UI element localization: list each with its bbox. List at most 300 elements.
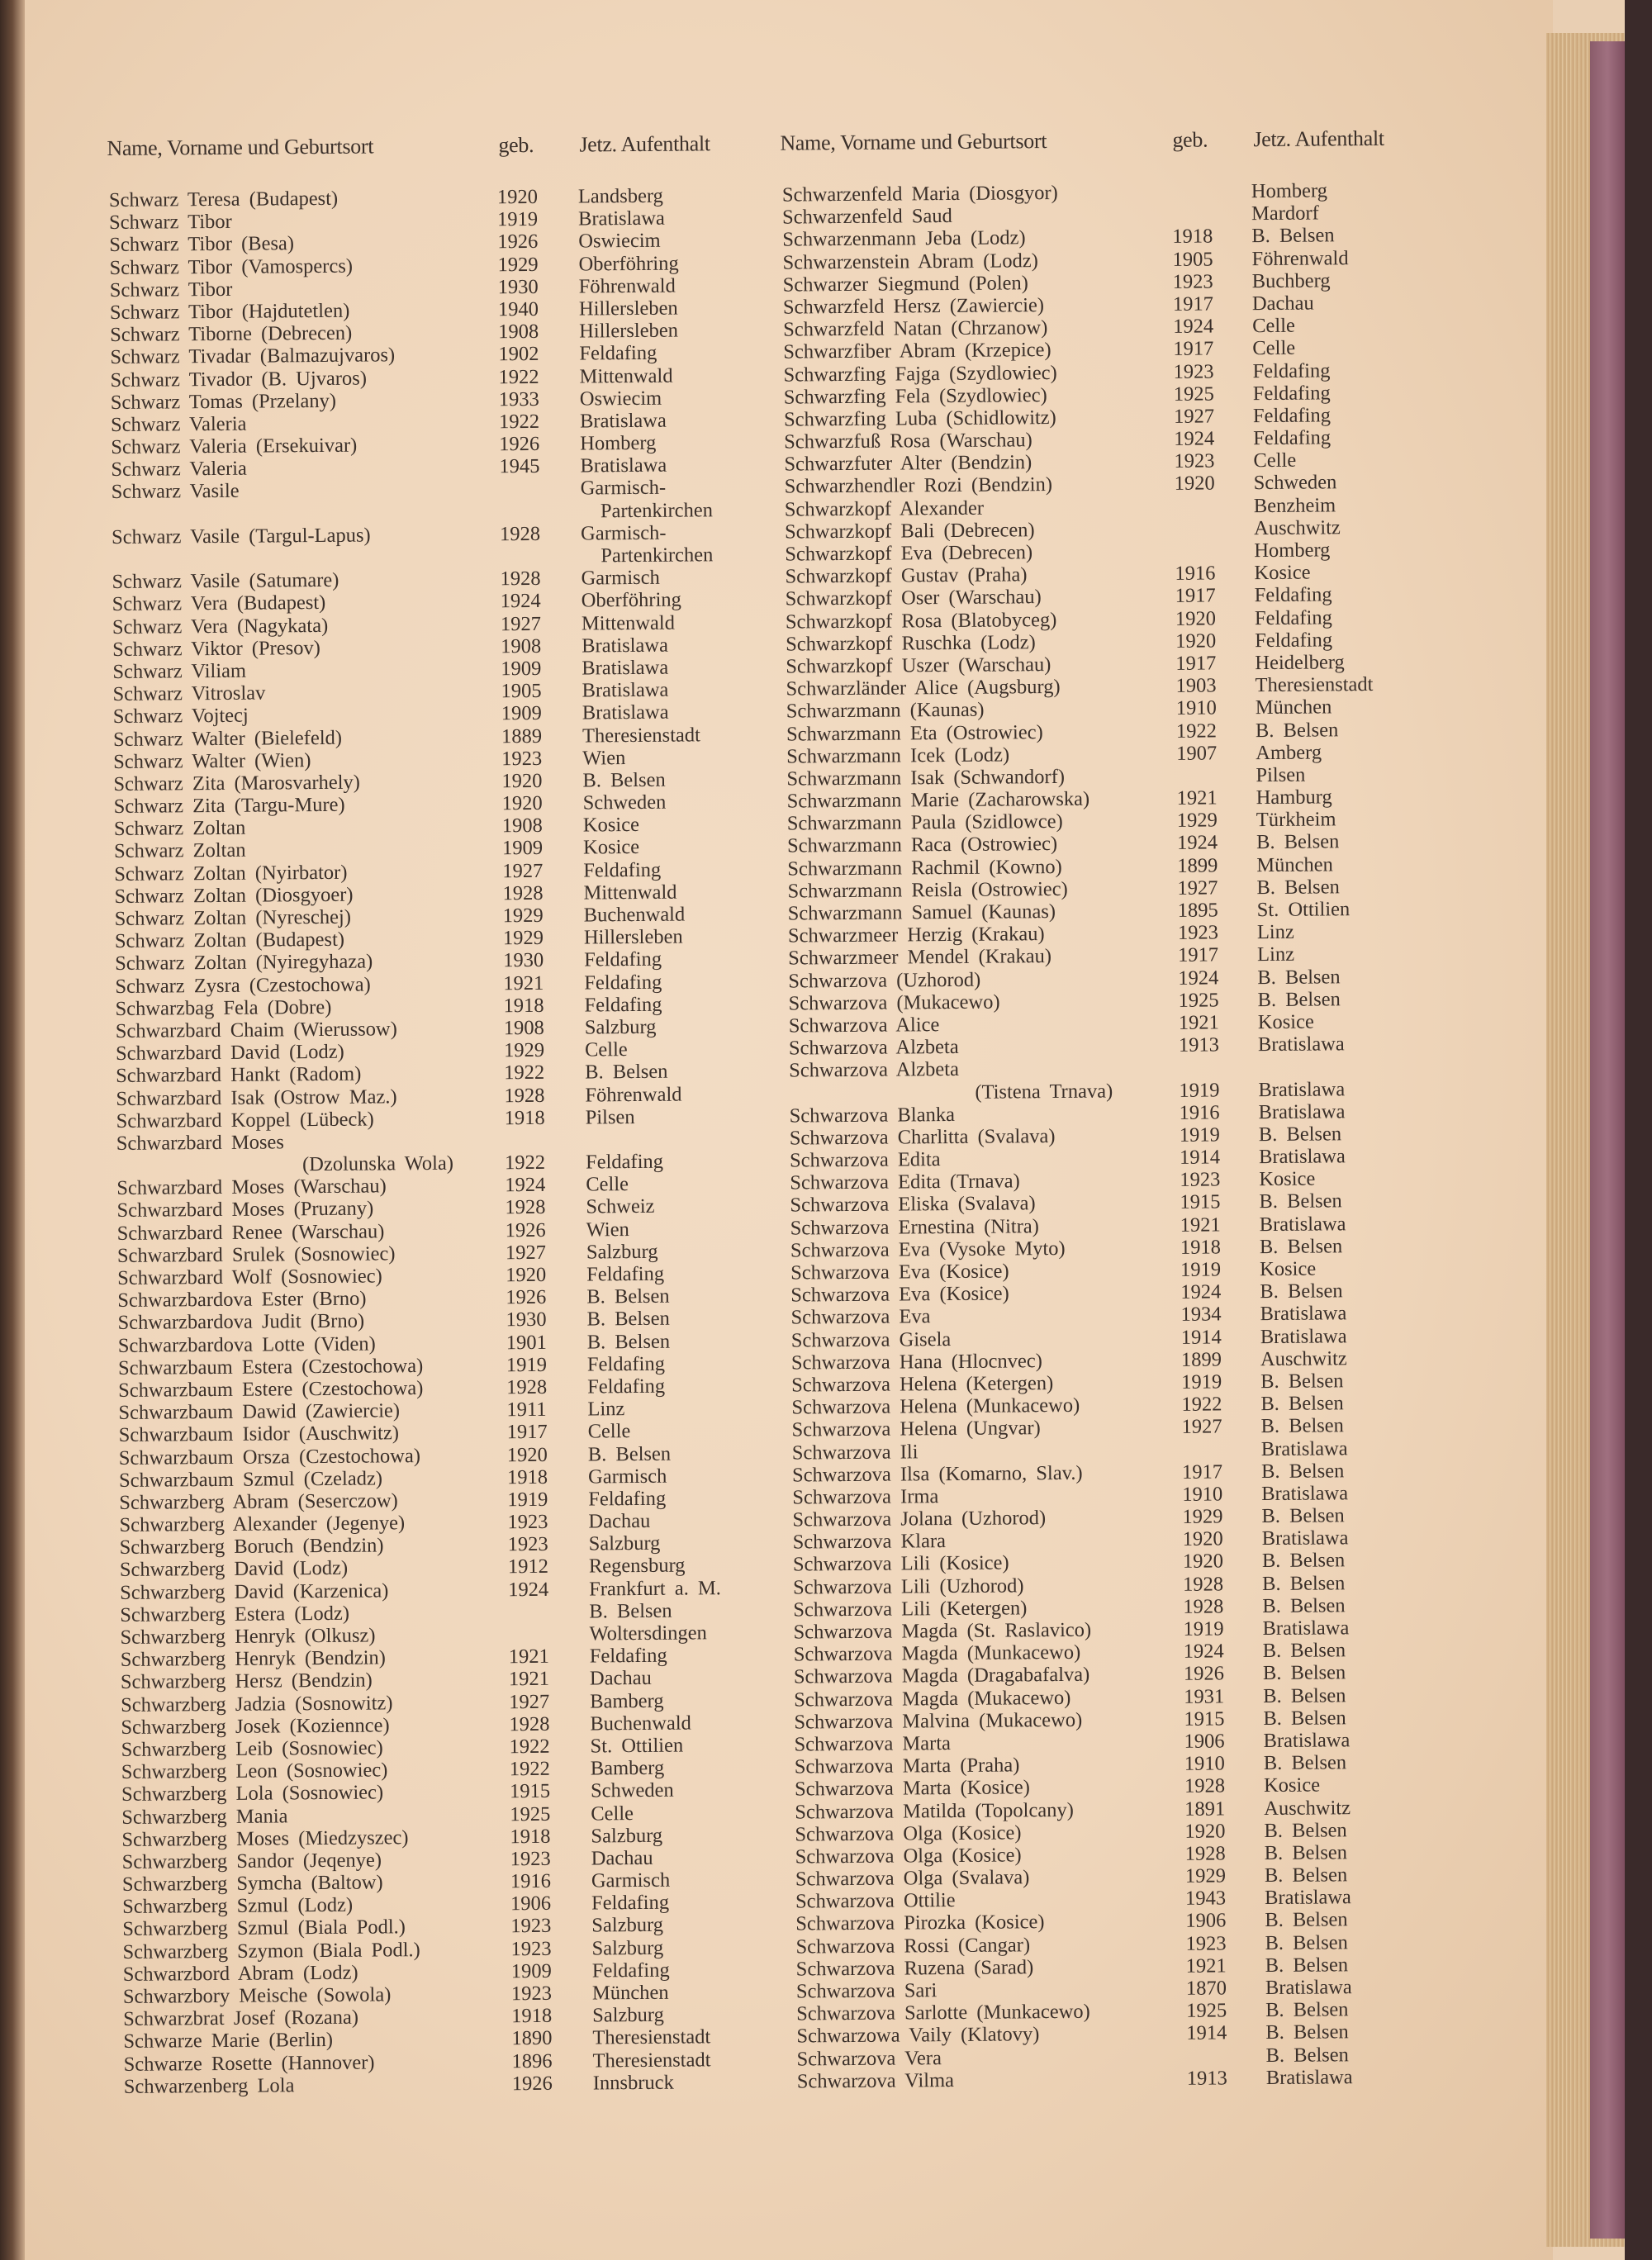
entry-residence: Benzheim — [1253, 493, 1336, 517]
entry-residence: Homberg — [580, 431, 657, 455]
entry-residence: Bratislawa — [577, 207, 665, 230]
entry-birth-year: 1920 — [501, 769, 543, 793]
entry-residence: Feldafing — [589, 1644, 667, 1668]
entry-name: Schwarzbord Abram (Lodz) — [122, 1961, 358, 1986]
entry-residence: Bratislawa — [580, 453, 667, 477]
entry-residence: Föhrenwald — [578, 274, 676, 298]
entry-birth-year: 1919 — [1181, 1370, 1222, 1394]
entry-residence: B. Belsen — [1259, 1235, 1343, 1258]
entry-name: Schwarzova (Mukacewo) — [788, 990, 1000, 1015]
entry-name: Schwarzbag Fela (Dobre) — [115, 995, 332, 1020]
entry-birth-year: 1925 — [1173, 382, 1214, 406]
entry-residence: Dachau — [589, 1667, 652, 1690]
entry-residence: Bratislawa — [1261, 1482, 1349, 1505]
entry-name: Schwarzenmann Jeba (Lodz) — [782, 226, 1026, 251]
entry-birth-year: 1928 — [500, 567, 541, 591]
entry-residence: Schweden — [1253, 471, 1337, 495]
entry-name: Schwarzmann Icek (Lodz) — [786, 743, 1010, 768]
entry-name: Schwarzbaum Szmul (Czeladz) — [118, 1467, 383, 1492]
entry-residence: Celle — [1252, 337, 1296, 360]
entry-birth-year: 1918 — [1180, 1236, 1222, 1259]
entry-birth-year: 1922 — [1181, 1393, 1222, 1416]
entry-residence: Theresienstadt — [592, 2048, 711, 2072]
entry-name: Schwarzberg Estera (Lodz) — [120, 1602, 350, 1626]
entry-residence: Salzburg — [591, 1936, 664, 1960]
entry-name: Schwarz Vojtecj — [112, 704, 249, 729]
entry-name: Schwarz Tomas (Przelany) — [110, 389, 337, 414]
entry-name: Schwarzenfeld Maria (Diosgyor) — [781, 181, 1058, 207]
entry-residence: B. Belsen — [1259, 1189, 1342, 1213]
entry-birth-year: 1913 — [1178, 1033, 1220, 1056]
entry-residence: B. Belsen — [1260, 1280, 1343, 1303]
entry-birth-year: 1922 — [504, 1151, 546, 1175]
entry-residence: Föhrenwald — [1251, 246, 1349, 270]
entry-name: Schwarz Tibor (Vamospercs) — [109, 254, 354, 279]
entry-birth-year: 1902 — [498, 343, 539, 366]
entry-birth-year: 1927 — [500, 612, 542, 635]
entry-name: Schwarzkopf Gustav (Praha) — [785, 563, 1028, 588]
entry-residence: Frankfurt a. M. — [589, 1576, 721, 1601]
entry-name: Schwarzfing Luba (Schidlowitz) — [783, 406, 1056, 431]
entry-name: Schwarzova Blanka — [789, 1103, 955, 1128]
entry-name: Schwarzfuß Rosa (Warschau) — [784, 429, 1032, 453]
entry-residence: Bratislawa — [582, 700, 669, 724]
entry-birth-year: 1929 — [502, 927, 544, 950]
entry-birth-year: 1923 — [507, 1533, 548, 1556]
entry-name: Schwarzberg Josek (Koziennce) — [121, 1714, 390, 1739]
entry-residence: B. Belsen — [1261, 1504, 1345, 1528]
entry-name: Schwarzbard Isak (Ostrow Maz.) — [116, 1085, 397, 1110]
entry-name: Schwarz Zoltan (Nyirbator) — [114, 861, 348, 885]
entry-name: Schwarz Zoltan (Nyreschej) — [114, 905, 352, 930]
entry-name: Schwarzova Ilsa (Komarno, Slav.) — [791, 1461, 1083, 1487]
entry-residence: Bratislawa — [1265, 1976, 1352, 2000]
entry-name: Schwarzowa Vaily (Klatovy) — [796, 2023, 1040, 2048]
right-column-entries — [782, 178, 1524, 2093]
entry-residence: B. Belsen — [1255, 718, 1339, 742]
entry-residence: Oswiecim — [579, 387, 662, 411]
entry-name: Schwarzbaum Orsza (Czestochowa) — [118, 1444, 421, 1469]
entry-birth-year: 1922 — [504, 1061, 545, 1085]
entry-name: Schwarzova Edita — [789, 1148, 941, 1172]
entry-name: Schwarz Valeria — [111, 457, 247, 482]
entry-residence: B. Belsen — [1262, 1661, 1346, 1685]
entry-birth-year: 1920 — [1184, 1820, 1226, 1843]
entry-birth-year: 1928 — [509, 1712, 550, 1735]
entry-birth-year: 1926 — [511, 2072, 553, 2095]
entry-name: Schwarz Vitroslav — [112, 681, 266, 706]
entry-birth-year: 1920 — [1174, 472, 1215, 496]
entry-birth-year: 1929 — [1176, 809, 1218, 833]
entry-birth-year: 1917 — [1173, 337, 1214, 361]
entry-birth-year: 1921 — [1180, 1213, 1221, 1237]
entry-name: Schwarzberg Henryk (Bendzin) — [120, 1646, 387, 1672]
entry-birth-year: 1901 — [506, 1331, 547, 1354]
entry-name: Schwarzmeer Herzig (Krakau) — [787, 923, 1045, 947]
entry-birth-year: 1903 — [1175, 674, 1217, 697]
entry-name: Schwarz Zita (Targu-Mure) — [113, 793, 345, 819]
entry-residence: B. Belsen — [1260, 1459, 1345, 1483]
entry-birth-year: 1889 — [501, 724, 543, 748]
entry-birth-year: 1913 — [1186, 2067, 1227, 2090]
entry-birth-year: 1916 — [1175, 562, 1216, 586]
entry-name: Schwarzova Ruzena (Sarad) — [795, 1956, 1034, 1981]
entry-name: Schwarzberg Alexander (Jegenye) — [119, 1512, 406, 1536]
entry-name: Schwarzova Marta — [794, 1731, 952, 1756]
entry-residence: Celle — [584, 1038, 628, 1061]
entry-residence: Bratislawa — [582, 656, 669, 680]
entry-name: Schwarzbard Moses — [116, 1131, 284, 1155]
entry-birth-year: 1928 — [1183, 1573, 1224, 1596]
entry-name: Schwarzbardova Judit (Brno) — [117, 1309, 365, 1335]
entry-birth-year: 1914 — [1179, 1146, 1221, 1169]
entry-birth-year: 1891 — [1184, 1797, 1226, 1821]
entry-residence: Kosice — [582, 814, 640, 837]
entry-residence: B. Belsen — [1263, 1707, 1346, 1730]
entry-name: Schwarzberg Boruch (Bendzin) — [119, 1534, 384, 1560]
entry-residence: Bratislawa — [1263, 1729, 1351, 1752]
entry-residence: Kosice — [1254, 561, 1311, 585]
entry-birth-year: 1934 — [1180, 1303, 1222, 1327]
entry-name: Schwarz Tibor — [109, 210, 232, 235]
entry-birth-year: 1870 — [1185, 1977, 1227, 2000]
entry-name: Schwarzova Magda (Dragabafalva) — [793, 1664, 1090, 1688]
entry-residence: Salzburg — [584, 1015, 657, 1039]
entry-residence: B. Belsen — [1256, 830, 1340, 854]
entry-birth-year: 1925 — [1178, 989, 1219, 1012]
entry-name: Schwarzova Hana (Hlocnvec) — [790, 1349, 1042, 1375]
entry-name: Schwarzberg Lola (Sosnowiec) — [121, 1781, 384, 1807]
entry-residence: Buchberg — [1251, 269, 1331, 292]
entry-residence: Feldafing — [588, 1487, 667, 1511]
entry-birth-year: 1921 — [503, 971, 544, 995]
entry-birth-year: 1915 — [509, 1780, 551, 1803]
entry-birth-year: 1917 — [1172, 292, 1214, 316]
entry-birth-year: 1909 — [510, 1959, 552, 1983]
entry-birth-year: 1930 — [506, 1308, 547, 1332]
entry-residence: Garmisch — [591, 1868, 671, 1892]
entry-residence: Feldafing — [1254, 605, 1332, 629]
register-entry — [797, 2064, 1524, 2092]
entry-birth-year: 1899 — [1180, 1348, 1222, 1371]
book-cover-edge — [1625, 0, 1652, 2260]
entry-residence: Bratislawa — [1260, 1436, 1348, 1460]
entry-birth-year: 1922 — [509, 1757, 550, 1781]
entry-name: Schwarzova Jolana (Uzhorod) — [792, 1507, 1047, 1531]
entry-residence: Feldafing — [584, 993, 662, 1017]
entry-residence: Celle — [1252, 314, 1295, 338]
entry-name: Schwarz Vera (Budapest) — [112, 591, 326, 616]
entry-residence: Feldafing — [1252, 382, 1331, 405]
entry-birth-year: 1912 — [507, 1555, 549, 1579]
entry-birth-year: 1923 — [510, 1915, 552, 1938]
entry-birth-year: 1928 — [1184, 1774, 1226, 1798]
entry-name: Schwarzberg Jadzia (Sosnowitz) — [121, 1691, 393, 1716]
entry-residence: Bratislawa — [1258, 1099, 1346, 1123]
entry-residence: Garmisch — [581, 566, 660, 590]
entry-residence: B. Belsen — [1262, 1639, 1346, 1663]
entry-birth-year: 1927 — [1173, 405, 1215, 428]
entry-name: Schwarzova Vera — [796, 2046, 942, 2071]
entry-residence: Bratislawa — [1257, 1033, 1345, 1056]
entry-birth-year: 1919 — [1180, 1258, 1222, 1281]
entry-name: Schwarzova Eva (Kosice) — [790, 1260, 1009, 1284]
entry-residence: B. Belsen — [1256, 876, 1340, 899]
entry-name: Schwarzova Alzbeta — [788, 1036, 959, 1060]
entry-birth-year: 1926 — [506, 1286, 547, 1309]
entry-residence: Oberföhring — [581, 588, 681, 612]
entry-residence: St. Ottilien — [1256, 898, 1351, 922]
entry-name: Schwarz Tibor — [109, 278, 233, 301]
entry-birth-year: 1915 — [1180, 1190, 1221, 1214]
entry-birth-year: 1927 — [505, 1241, 547, 1265]
entry-residence: B. Belsen — [1263, 1751, 1347, 1775]
entry-birth-year: 1915 — [1184, 1707, 1225, 1731]
entry-name: Schwarzova Rossi (Cangar) — [795, 1933, 1031, 1959]
entry-name: Schwarzberg Mania — [121, 1804, 288, 1829]
entry-birth-year: 1917 — [1181, 1460, 1223, 1484]
entry-name: Schwarzova Magda (Mukacewo) — [794, 1686, 1071, 1712]
entry-residence: Buchenwald — [590, 1712, 691, 1735]
entry-residence: Salzburg — [592, 2003, 664, 2027]
entry-residence: B. Belsen — [586, 1308, 670, 1331]
entry-residence: Feldafing — [583, 858, 662, 882]
entry-birth-year: 1927 — [1177, 876, 1218, 900]
entry-residence: Pilsen — [585, 1105, 635, 1129]
entry-birth-year: 1917 — [1175, 584, 1216, 608]
entry-name: Schwarzova (Uzhorod) — [788, 968, 981, 993]
entry-birth-year: 1924 — [1183, 1640, 1224, 1663]
entry-name: Schwarzfing Fajga (Szydlowiec) — [783, 361, 1057, 387]
entry-name: Schwarz Walter (Bielefeld) — [112, 726, 343, 751]
entry-birth-year: 1923 — [1174, 449, 1215, 473]
entry-birth-year: 1926 — [1183, 1662, 1225, 1686]
entry-name: Schwarzberg Leib (Sosnowiec) — [121, 1736, 383, 1761]
entry-name: Schwarzberg Szmul (Biala Podl.) — [122, 1916, 406, 1941]
entry-birth-year: 1923 — [1180, 1168, 1221, 1192]
entry-birth-year: 1895 — [1177, 899, 1218, 922]
entry-residence: Bratislawa — [1262, 1617, 1350, 1640]
entry-birth-year: 1923 — [510, 1937, 552, 1960]
entry-name: Schwarzova Matilda (Topolcany) — [795, 1798, 1074, 1824]
entry-birth-year: 1905 — [1172, 248, 1213, 271]
entry-name: Schwarzfeld Hersz (Zawiercie) — [782, 294, 1045, 319]
entry-birth-year: 1929 — [503, 1038, 545, 1062]
entry-birth-year: 1908 — [501, 814, 543, 838]
entry-name: Schwarzbardova Lotte (Viden) — [117, 1332, 376, 1357]
entry-residence: Amberg — [1256, 741, 1322, 764]
entry-name: Schwarzova Alzbeta — [789, 1058, 959, 1082]
entry-birth-year: 1928 — [1184, 1842, 1226, 1865]
entry-name: Schwarzfing Fela (Szydlowiec) — [783, 383, 1047, 409]
entry-residence: B. Belsen — [1261, 1549, 1346, 1573]
entry-residence: Feldafing — [1252, 358, 1331, 382]
entry-name: Schwarzbard David (Lodz) — [115, 1040, 344, 1066]
entry-residence: Dachau — [1251, 292, 1314, 316]
entry-residence: Bratislawa — [1258, 1145, 1346, 1169]
entry-birth-year: 1943 — [1184, 1887, 1227, 1911]
entry-name: Schwarzova Sari — [795, 1979, 938, 2003]
entry-residence: Salzburg — [586, 1240, 658, 1264]
entry-name: Schwarzova Gisela — [790, 1327, 952, 1352]
entry-residence: B. Belsen — [1260, 1414, 1344, 1438]
entry-name: Schwarzova Eva (Vysoke Myto) — [790, 1237, 1066, 1262]
entry-name: Schwarzova Sarlotte (Munkacewo) — [796, 2000, 1090, 2025]
entry-name: Schwarz Tivador (B. Ujvaros) — [110, 367, 368, 392]
entry-name: Schwarzberg Abram (Seserczow) — [119, 1489, 398, 1514]
entry-residence: St. Ottilien — [590, 1734, 684, 1758]
entry-name: Schwarzova Eliska (Svalava) — [790, 1192, 1036, 1217]
entry-name: Schwarz Vasile (Satumare) — [112, 568, 339, 594]
entry-name: Schwarz Zoltan (Nyiregyhaza) — [115, 950, 373, 976]
entry-residence: Feldafing — [584, 971, 662, 995]
entry-residence: Dachau — [588, 1509, 651, 1533]
entry-name: Schwarz Viktor (Presov) — [112, 636, 320, 661]
entry-birth-year: 1921 — [1185, 1954, 1227, 1978]
entry-name: Schwarzova Charlitta (Svalava) — [789, 1124, 1056, 1150]
entry-residence: Salzburg — [591, 1914, 664, 1937]
entry-name: Schwarzova Lili (Kosice) — [792, 1551, 1009, 1576]
entry-name: Schwarzberg Sandor (Jeqenye) — [121, 1849, 382, 1873]
entry-residence: Schweden — [590, 1778, 674, 1802]
entry-name: Schwarzmann Marie (Zacharowska) — [786, 787, 1090, 813]
entry-residence: Hillersleben — [583, 925, 683, 949]
entry-name: Schwarz Vasile — [111, 480, 240, 504]
entry-residence: Feldafing — [1253, 426, 1332, 450]
entry-name: Schwarzova Pirozka (Kosice) — [795, 1911, 1045, 1935]
header-born: geb. — [1172, 127, 1208, 152]
entry-birth-year: 1923 — [1172, 270, 1213, 293]
entry-birth-year: 1909 — [501, 657, 542, 681]
entry-residence: B. Belsen — [1263, 1683, 1346, 1707]
entry-residence: Partenkirchen — [600, 498, 714, 522]
entry-birth-year: 1923 — [501, 747, 543, 770]
entry-name: Schwarzfiber Abram (Krzepice) — [783, 339, 1051, 363]
entry-name: Schwarzova Helena (Munkacewo) — [791, 1394, 1080, 1419]
entry-residence: Bamberg — [590, 1689, 664, 1713]
entry-residence: B. Belsen — [1262, 1594, 1346, 1617]
header-born: geb. — [498, 132, 534, 158]
entry-birth-year: 1924 — [1176, 831, 1218, 855]
entry-name: Schwarze Marie (Berlin) — [123, 2029, 334, 2053]
entry-birth-year: 1920 — [1182, 1527, 1223, 1551]
entry-residence: B. Belsen — [586, 1284, 670, 1308]
entry-residence: Oswiecim — [578, 230, 661, 253]
entry-residence: B. Belsen — [582, 768, 666, 792]
entry-residence: B. Belsen — [1264, 1818, 1347, 1842]
entry-birth-year: 1926 — [497, 230, 539, 254]
entry-residence: Feldafing — [579, 342, 657, 365]
entry-residence: Auschwitz — [1264, 1796, 1351, 1820]
entry-residence: Kosice — [1260, 1257, 1317, 1281]
entry-residence: Woltersdingen — [589, 1621, 707, 1645]
entry-residence: Mittenwald — [583, 881, 677, 904]
entry-birth-year: 1924 — [505, 1174, 546, 1197]
entry-name: Schwarz Teresa (Budapest) — [108, 187, 339, 211]
entry-birth-year: 1919 — [507, 1488, 548, 1512]
entry-name: Schwarz Zoltan (Diosgyoer) — [114, 883, 354, 908]
entry-birth-year: 1910 — [1184, 1752, 1225, 1775]
entry-name: (Dzolunska Wola) — [301, 1151, 454, 1176]
entry-name: Schwarzmeer Mendel (Krakau) — [788, 945, 1052, 970]
entry-residence: Linz — [587, 1398, 625, 1421]
left-column-entries — [109, 184, 785, 2098]
entry-name: Schwarzova Olga (Kosice) — [795, 1821, 1022, 1846]
entry-birth-year: 1919 — [1183, 1617, 1224, 1640]
entry-residence: Feldafing — [1255, 629, 1333, 652]
entry-birth-year: 1918 — [1172, 225, 1213, 249]
entry-birth-year: 1920 — [1175, 607, 1217, 630]
entry-name: Schwarzbaum Estere (Czestochowa) — [118, 1376, 424, 1402]
entry-name: Schwarzova Marta (Kosice) — [794, 1776, 1030, 1801]
entry-residence: Theresienstadt — [592, 2025, 711, 2049]
entry-name: Schwarzbard Moses (Warschau) — [116, 1175, 387, 1200]
entry-name: Schwarzenberg Lola — [123, 2074, 295, 2098]
entry-residence: Linz — [1257, 943, 1295, 966]
entry-residence: Mittenwald — [579, 364, 673, 388]
entry-birth-year: 1928 — [504, 1084, 545, 1107]
entry-birth-year: 1890 — [511, 2027, 553, 2050]
entry-name: Schwarzbardova Ester (Brno) — [117, 1287, 367, 1313]
entry-birth-year: 1911 — [506, 1398, 547, 1422]
entry-birth-year: 1918 — [506, 1465, 548, 1488]
entry-name: Schwarzberg Henryk (Olkusz) — [120, 1624, 376, 1649]
entry-birth-year: 1929 — [1184, 1864, 1226, 1887]
entry-name: Schwarzbrat Josef (Rozana) — [123, 2006, 359, 2031]
entry-name: Schwarz Tivadar (Balmazujvaros) — [110, 344, 396, 369]
entry-birth-year: 1910 — [1175, 696, 1217, 720]
entry-residence: B. Belsen — [1265, 1930, 1348, 1954]
entry-birth-year: 1922 — [498, 410, 540, 434]
entry-residence: Theresienstadt — [1255, 673, 1374, 697]
entry-birth-year: 1905 — [501, 680, 542, 703]
entry-name: Schwarzmann (Kaunas) — [786, 698, 985, 723]
entry-name: Schwarz Vasile (Targul-Lapus) — [112, 524, 371, 548]
entry-residence: Mittenwald — [581, 611, 676, 635]
entry-name: Schwarz Walter (Wien) — [113, 748, 311, 773]
entry-residence: B. Belsen — [1265, 1908, 1348, 1932]
entry-residence: B. Belsen — [587, 1442, 672, 1465]
entry-name: Schwarzova Alice — [788, 1014, 940, 1037]
entry-name: Schwarzova Helena (Ungvar) — [791, 1417, 1041, 1441]
entry-residence: B. Belsen — [1265, 1954, 1349, 1977]
entry-residence: Kosice — [1257, 1010, 1314, 1034]
entry-birth-year: 1918 — [510, 1825, 551, 1848]
entry-residence: Bratislawa — [1259, 1212, 1346, 1236]
entry-birth-year: 1916 — [510, 1869, 552, 1893]
entry-name: Schwarzbard Renee (Warschau) — [116, 1220, 385, 1245]
entry-name: Schwarzova Klara — [792, 1530, 947, 1554]
entry-name: Schwarzfuter Alter (Bendzin) — [784, 451, 1032, 476]
entry-birth-year: 1928 — [505, 1196, 546, 1219]
entry-name: Schwarzkopf Oser (Warschau) — [785, 586, 1042, 610]
entry-name: Schwarzkopf Bali (Debrecen) — [784, 518, 1035, 544]
entry-residence: Garmisch- — [580, 521, 667, 545]
entry-residence: B. Belsen — [1260, 1392, 1344, 1416]
entry-residence: B. Belsen — [1261, 1571, 1346, 1595]
entry-birth-year: 1925 — [510, 1802, 551, 1826]
header-name: Name, Vorname und Geburtsort — [780, 129, 1047, 155]
entry-name: Schwarzova Olga (Svalava) — [795, 1866, 1030, 1891]
entry-name: Schwarzbaum Estera (Czestochowa) — [117, 1354, 424, 1379]
entry-name: Schwarzova Olga (Kosice) — [795, 1844, 1022, 1868]
entry-birth-year: 1924 — [1173, 315, 1214, 338]
entry-birth-year: 1923 — [507, 1510, 548, 1534]
entry-birth-year: 1921 — [1176, 786, 1218, 810]
header-name: Name, Vorname und Geburtsort — [107, 134, 374, 160]
entry-residence: Feldafing — [591, 1891, 670, 1915]
entry-birth-year: 1931 — [1184, 1684, 1225, 1708]
